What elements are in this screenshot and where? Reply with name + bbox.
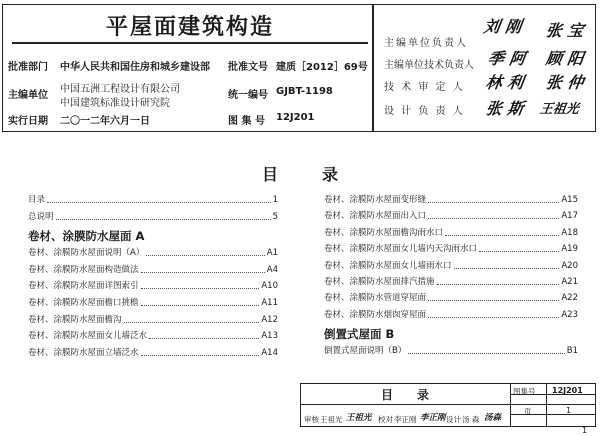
- design-signature: 汤森: [484, 413, 502, 423]
- toc-entry-page: A14: [261, 347, 278, 358]
- toc-leader-dots: [149, 330, 259, 339]
- toc-leader-dots: [141, 280, 260, 289]
- title-block-name: 目录: [380, 388, 453, 402]
- toc-entry-page: A19: [561, 244, 578, 255]
- toc-entry[interactable]: [28, 330, 278, 342]
- toc-entry-page: 5: [272, 211, 278, 222]
- toc-leader-dots: [141, 347, 260, 356]
- signature-4b: 王祖光: [538, 102, 580, 117]
- design-label: 设计: [446, 415, 461, 424]
- signature-2b: 顾 阳: [544, 49, 585, 68]
- toc-entry-label: 卷材、涂膜防水屋面女儿墙泛水: [28, 331, 148, 342]
- code-value: GJBT-1198: [276, 86, 333, 97]
- toc-entry-page: A4: [266, 264, 278, 275]
- toc-entry-label: 卷材、涂膜防水屋面详图索引: [28, 281, 139, 292]
- toc-entry-label: 卷材、涂膜防水屋面女儿墙雨水口: [324, 260, 452, 271]
- toc-entry-label: 卷材、涂膜防水屋面檐口挑檐: [28, 298, 139, 308]
- toc-entry-page: A17: [561, 211, 578, 222]
- atlas-label: 图 集 号: [228, 116, 265, 127]
- toc-entry[interactable]: [324, 260, 578, 272]
- toc-entry[interactable]: [28, 194, 278, 206]
- check-label: 校对: [378, 415, 393, 424]
- title-block-hline: [300, 404, 596, 405]
- toc-leader-dots: [408, 345, 564, 354]
- toc-entry[interactable]: [324, 345, 578, 357]
- toc-leader-dots: [146, 247, 264, 256]
- toc-entry[interactable]: [28, 314, 278, 326]
- signature-3a: 林 利: [484, 73, 525, 92]
- toc-entry[interactable]: [28, 211, 278, 223]
- code-label: 统一编号: [228, 90, 268, 101]
- toc-entry-label: 卷材、涂膜防水屋面女儿墙内天沟雨水口: [324, 244, 478, 255]
- title-block-atlas-value: 12J201: [552, 386, 583, 395]
- title-underline: [12, 42, 368, 44]
- toc-leader-dots: [445, 227, 559, 236]
- toc-entry[interactable]: [324, 210, 578, 222]
- title-block-page-label: 页: [524, 407, 532, 416]
- signature-4a: 张 斯: [484, 99, 525, 118]
- design-name: 汤 森: [462, 415, 480, 424]
- atlas-value: 12J201: [276, 112, 315, 123]
- approve-doc-label: 批准文号: [228, 62, 268, 73]
- toc-entry-label: 卷材、涂膜防水烟囱穿屋面: [324, 309, 427, 320]
- toc-entry-label: 卷材、涂膜防水屋面构造做法: [28, 264, 139, 275]
- toc-leader-dots: [141, 264, 265, 273]
- toc-entry-page: A1: [266, 248, 278, 259]
- toc-entry[interactable]: [324, 227, 578, 239]
- editor-value-1: 中国五洲工程设计有限公司: [60, 84, 180, 95]
- toc-entry-label: 卷材、涂膜防水屋面变形缝: [324, 195, 427, 205]
- toc-entry[interactable]: [28, 247, 278, 259]
- toc-leader-dots: [479, 243, 559, 252]
- approve-dept-label: 批准部门: [8, 62, 48, 73]
- toc-entry-label: 目录: [28, 195, 46, 205]
- toc-entry-label: 卷材、涂膜防水屋面檐沟: [28, 314, 122, 325]
- signature-3b: 张 仲: [544, 73, 585, 92]
- toc-entry-page: A10: [261, 281, 278, 292]
- toc-entry-label: 卷材、涂膜防水管道穿屋面: [324, 293, 427, 304]
- toc-entry[interactable]: [28, 280, 278, 292]
- date-label: 实行日期: [8, 116, 48, 127]
- title-block-hline-3: [510, 414, 596, 415]
- review-signature: 王祖光: [346, 413, 372, 423]
- toc-entry-page: A21: [561, 277, 578, 287]
- toc-entry-label: 倒置式屋面说明（B）: [324, 346, 407, 357]
- toc-entry-page: 1: [272, 195, 278, 205]
- sig-label-tech-chief: 主编单位技术负责人: [384, 60, 474, 71]
- toc-entry[interactable]: [324, 292, 578, 304]
- toc-leader-dots: [47, 194, 271, 203]
- toc-entry-label: 总说明: [28, 211, 54, 222]
- check-signature: 李正刚: [420, 413, 446, 423]
- toc-entry-label: 卷材、涂膜防水屋面立墙泛水: [28, 347, 139, 358]
- toc-leader-dots: [124, 314, 260, 323]
- editor-value-2: 中国建筑标准设计研究院: [60, 98, 170, 109]
- approve-dept-value: 中华人民共和国住房和城乡建设部: [60, 62, 210, 73]
- check-name: 李正刚: [394, 415, 417, 424]
- approve-doc-value: 建质［2012］69号: [276, 62, 368, 73]
- toc-entry-page: A22: [561, 293, 578, 304]
- toc-entry-page: A11: [261, 298, 278, 308]
- title-block-vline-2: [546, 383, 547, 427]
- signature-1a: 刘 刚: [482, 17, 523, 36]
- toc-entry[interactable]: [28, 347, 278, 359]
- toc-entry[interactable]: [324, 276, 578, 288]
- toc-entry[interactable]: [28, 264, 278, 276]
- title-block-vline-1: [510, 383, 511, 427]
- document-title: 平屋面建筑构造: [105, 15, 274, 40]
- review-label: 审核: [304, 415, 319, 424]
- page-number: 1: [582, 426, 588, 435]
- toc-leader-dots: [428, 210, 559, 219]
- date-value: 二〇一二年六月一日: [60, 116, 150, 127]
- toc-entry-page: A15: [561, 195, 578, 205]
- signature-1b: 张 宝: [544, 21, 585, 40]
- editor-label: 主编单位: [8, 90, 48, 101]
- toc-entry-page: A23: [561, 309, 578, 320]
- toc-leader-dots: [454, 260, 560, 269]
- toc-section-heading: 倒置式屋面 B: [324, 327, 395, 342]
- toc-leader-dots: [428, 292, 559, 301]
- toc-entry[interactable]: [324, 194, 578, 206]
- toc-entry-label: 卷材、涂膜防水屋面出入口: [324, 211, 427, 222]
- toc-entry-page: A20: [561, 260, 578, 271]
- toc-entry-page: A12: [261, 314, 278, 325]
- title-block-page-value: 1: [566, 406, 572, 415]
- sig-label-design-lead: 设 计 负 责 人: [384, 106, 465, 117]
- sig-label-chief-unit: 主编单位负责人: [384, 38, 468, 49]
- toc-leader-dots: [141, 297, 260, 306]
- toc-leader-dots: [428, 309, 559, 318]
- sig-label-reviewer: 技 术 审 定 人: [384, 82, 465, 93]
- toc-entry-page: A18: [561, 227, 578, 238]
- toc-entry[interactable]: [28, 297, 278, 309]
- toc-entry[interactable]: [324, 309, 578, 321]
- toc-section-heading: 卷材、涂膜防水屋面 A: [28, 229, 145, 244]
- toc-entry-page: A13: [261, 331, 278, 342]
- toc-leader-dots: [428, 194, 559, 203]
- signature-2a: 季 阿: [486, 49, 527, 68]
- toc-entry-label: 卷材、涂膜防水屋面檐沟雨水口: [324, 227, 444, 238]
- toc-title: 目录: [261, 165, 382, 184]
- header-divider: [372, 4, 374, 132]
- toc-entry-page: B1: [566, 346, 578, 357]
- title-block-atlas-label: 图集号: [513, 387, 536, 396]
- toc-entry-label: 卷材、涂膜防水屋面说明（A）: [28, 248, 145, 259]
- review-name: 王祖光: [320, 415, 343, 424]
- toc-leader-dots: [56, 211, 271, 220]
- toc-leader-dots: [437, 276, 560, 285]
- toc-entry[interactable]: [324, 243, 578, 255]
- toc-entry-label: 卷材、涂膜防水屋面排汽措施: [324, 277, 435, 287]
